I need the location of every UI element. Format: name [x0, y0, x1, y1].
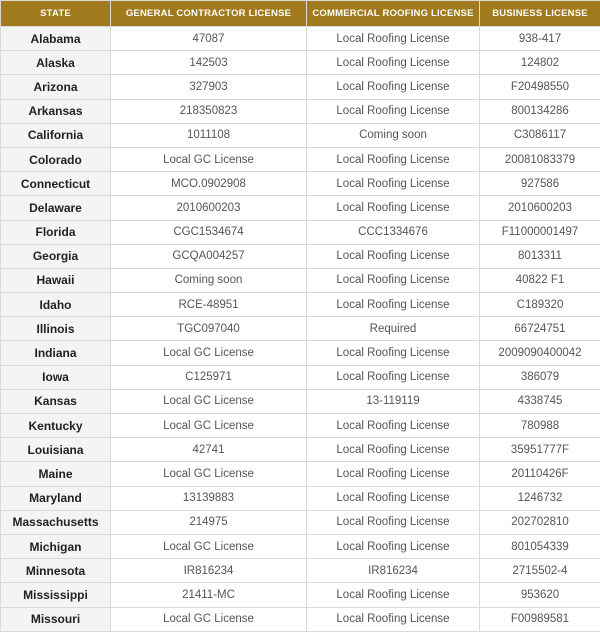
business-license-cell: 2009090400042	[480, 341, 600, 365]
business-license-cell: 20081083379	[480, 147, 600, 171]
business-license-cell: 35951777F	[480, 438, 600, 462]
business-license-cell: 40822 F1	[480, 268, 600, 292]
state-cell: California	[1, 123, 111, 147]
table-row	[1, 244, 600, 268]
header-state: STATE	[1, 1, 111, 27]
header-row	[1, 1, 600, 27]
business-license-cell: 780988	[480, 414, 600, 438]
state-cell: Alaska	[1, 51, 111, 75]
general-contractor-license-cell: Local GC License	[111, 341, 307, 365]
general-contractor-license-cell: Local GC License	[111, 607, 307, 631]
state-cell: Missouri	[1, 607, 111, 631]
state-cell: Maryland	[1, 486, 111, 510]
business-license-cell: 938-417	[480, 27, 600, 51]
state-cell: Illinois	[1, 317, 111, 341]
commercial-roofing-license-cell: Local Roofing License	[307, 462, 480, 486]
business-license-cell: F20498550	[480, 75, 600, 99]
business-license-cell: 66724751	[480, 317, 600, 341]
state-cell: Arkansas	[1, 99, 111, 123]
table-row	[1, 365, 600, 389]
commercial-roofing-license-cell: Local Roofing License	[307, 438, 480, 462]
business-license-cell: 20110426F	[480, 462, 600, 486]
state-cell: Idaho	[1, 293, 111, 317]
state-cell: Massachusetts	[1, 510, 111, 534]
business-license-cell: 8013311	[480, 244, 600, 268]
header-commercial-roofing-license: COMMERCIAL ROOFING LICENSE	[307, 1, 480, 27]
table-row	[1, 123, 600, 147]
table-row	[1, 51, 600, 75]
commercial-roofing-license-cell: Coming soon	[307, 123, 480, 147]
table-row	[1, 534, 600, 558]
table-row	[1, 196, 600, 220]
commercial-roofing-license-cell: Local Roofing License	[307, 244, 480, 268]
general-contractor-license-cell: Local GC License	[111, 389, 307, 413]
commercial-roofing-license-cell: Local Roofing License	[307, 99, 480, 123]
general-contractor-license-cell: Local GC License	[111, 534, 307, 558]
table-row	[1, 341, 600, 365]
table-row	[1, 559, 600, 583]
state-cell: Michigan	[1, 534, 111, 558]
table-row	[1, 389, 600, 413]
state-cell: Delaware	[1, 196, 111, 220]
general-contractor-license-cell: CGC1534674	[111, 220, 307, 244]
business-license-cell: 4338745	[480, 389, 600, 413]
state-cell: Georgia	[1, 244, 111, 268]
commercial-roofing-license-cell: Local Roofing License	[307, 75, 480, 99]
state-cell: Indiana	[1, 341, 111, 365]
general-contractor-license-cell: TGC097040	[111, 317, 307, 341]
general-contractor-license-cell: Coming soon	[111, 268, 307, 292]
general-contractor-license-cell: 327903	[111, 75, 307, 99]
general-contractor-license-cell: MCO.0902908	[111, 172, 307, 196]
business-license-cell: 2010600203	[480, 196, 600, 220]
state-cell: Alabama	[1, 27, 111, 51]
general-contractor-license-cell: Local GC License	[111, 147, 307, 171]
general-contractor-license-cell: 214975	[111, 510, 307, 534]
general-contractor-license-cell: C125971	[111, 365, 307, 389]
commercial-roofing-license-cell: Local Roofing License	[307, 583, 480, 607]
commercial-roofing-license-cell: Local Roofing License	[307, 534, 480, 558]
commercial-roofing-license-cell: Local Roofing License	[307, 27, 480, 51]
business-license-cell: 202702810	[480, 510, 600, 534]
state-cell: Mississippi	[1, 583, 111, 607]
business-license-cell: 927586	[480, 172, 600, 196]
general-contractor-license-cell: Local GC License	[111, 462, 307, 486]
table-row	[1, 147, 600, 171]
general-contractor-license-cell: Local GC License	[111, 414, 307, 438]
table-row	[1, 268, 600, 292]
commercial-roofing-license-cell: Local Roofing License	[307, 172, 480, 196]
table-row	[1, 172, 600, 196]
table-row	[1, 99, 600, 123]
commercial-roofing-license-cell: Local Roofing License	[307, 341, 480, 365]
commercial-roofing-license-cell: Local Roofing License	[307, 268, 480, 292]
table-row	[1, 317, 600, 341]
general-contractor-license-cell: 13139883	[111, 486, 307, 510]
general-contractor-license-cell: 1011108	[111, 123, 307, 147]
commercial-roofing-license-cell: 13-119119	[307, 389, 480, 413]
table-row	[1, 414, 600, 438]
commercial-roofing-license-cell: Local Roofing License	[307, 196, 480, 220]
general-contractor-license-cell: 218350823	[111, 99, 307, 123]
general-contractor-license-cell: RCE-48951	[111, 293, 307, 317]
commercial-roofing-license-cell: Required	[307, 317, 480, 341]
state-cell: Kentucky	[1, 414, 111, 438]
header-general-contractor-license: GENERAL CONTRACTOR LICENSE	[111, 1, 307, 27]
business-license-cell: F00989581	[480, 607, 600, 631]
general-contractor-license-cell: 21411-MC	[111, 583, 307, 607]
commercial-roofing-license-cell: Local Roofing License	[307, 147, 480, 171]
table-row	[1, 462, 600, 486]
table-row	[1, 293, 600, 317]
general-contractor-license-cell: 2010600203	[111, 196, 307, 220]
commercial-roofing-license-cell: Local Roofing License	[307, 365, 480, 389]
general-contractor-license-cell: 47087	[111, 27, 307, 51]
business-license-cell: 801054339	[480, 534, 600, 558]
commercial-roofing-license-cell: Local Roofing License	[307, 51, 480, 75]
state-cell: Hawaii	[1, 268, 111, 292]
table-row	[1, 583, 600, 607]
header-business-license: BUSINESS LICENSE	[480, 1, 600, 27]
commercial-roofing-license-cell: CCC1334676	[307, 220, 480, 244]
state-cell: Florida	[1, 220, 111, 244]
business-license-cell: 2715502-4	[480, 559, 600, 583]
table-row	[1, 510, 600, 534]
state-cell: Kansas	[1, 389, 111, 413]
state-cell: Arizona	[1, 75, 111, 99]
business-license-cell: F11000001497	[480, 220, 600, 244]
state-cell: Minnesota	[1, 559, 111, 583]
commercial-roofing-license-cell: Local Roofing License	[307, 293, 480, 317]
state-cell: Colorado	[1, 147, 111, 171]
business-license-cell: C3086117	[480, 123, 600, 147]
table-body	[1, 27, 600, 632]
commercial-roofing-license-cell: Local Roofing License	[307, 510, 480, 534]
state-cell: Louisiana	[1, 438, 111, 462]
table-row	[1, 438, 600, 462]
state-cell: Maine	[1, 462, 111, 486]
table-row	[1, 27, 600, 51]
state-cell: Iowa	[1, 365, 111, 389]
general-contractor-license-cell: IR816234	[111, 559, 307, 583]
general-contractor-license-cell: GCQA004257	[111, 244, 307, 268]
table-row	[1, 220, 600, 244]
commercial-roofing-license-cell: Local Roofing License	[307, 486, 480, 510]
general-contractor-license-cell: 42741	[111, 438, 307, 462]
business-license-cell: C189320	[480, 293, 600, 317]
commercial-roofing-license-cell: Local Roofing License	[307, 607, 480, 631]
business-license-cell: 1246732	[480, 486, 600, 510]
commercial-roofing-license-cell: Local Roofing License	[307, 414, 480, 438]
table-row	[1, 607, 600, 631]
business-license-cell: 386079	[480, 365, 600, 389]
commercial-roofing-license-cell: IR816234	[307, 559, 480, 583]
general-contractor-license-cell: 142503	[111, 51, 307, 75]
state-cell: Connecticut	[1, 172, 111, 196]
table-row	[1, 75, 600, 99]
business-license-cell: 124802	[480, 51, 600, 75]
table-row	[1, 486, 600, 510]
business-license-cell: 800134286	[480, 99, 600, 123]
business-license-cell: 953620	[480, 583, 600, 607]
